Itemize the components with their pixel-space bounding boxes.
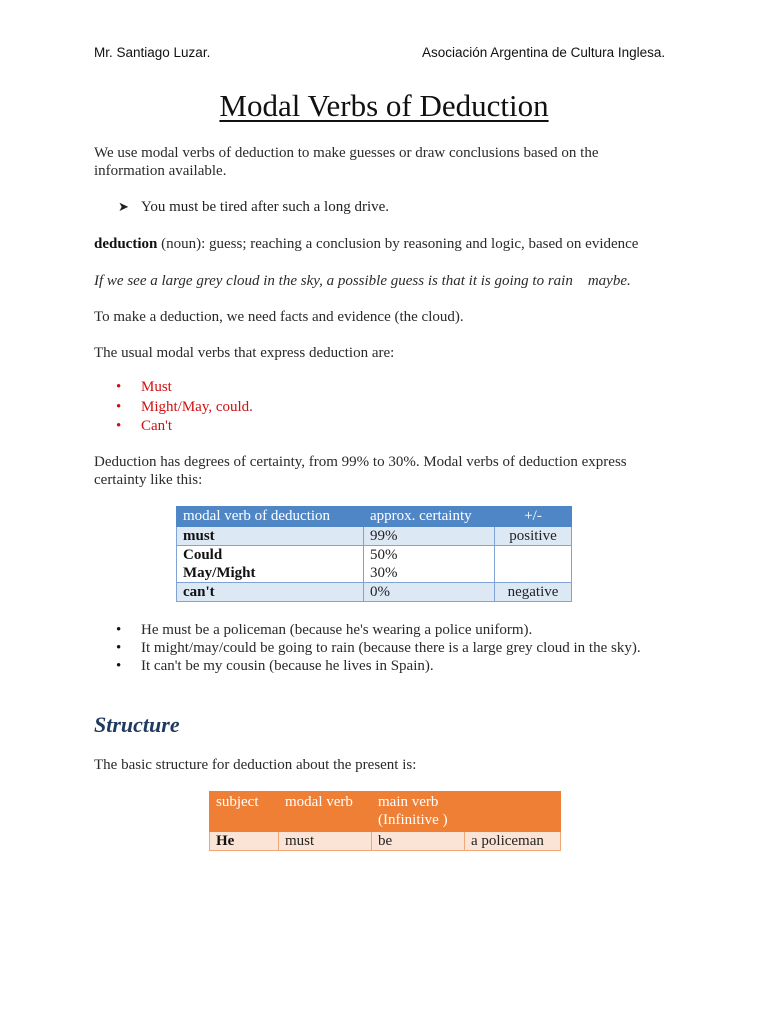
- arrow-bullet-icon: ➤: [118, 199, 129, 214]
- structure-table: [209, 791, 561, 851]
- table-header-cell: approx. certainty: [364, 507, 495, 527]
- table-row: [177, 546, 572, 565]
- list-item: • Might/May, could.: [116, 398, 253, 418]
- table-cell: a policeman: [465, 832, 561, 851]
- header-organization: Asociación Argentina de Cultura Inglesa.: [422, 45, 666, 60]
- table-header-cell: [465, 792, 561, 832]
- page-title: Modal Verbs of Deduction: [219, 88, 549, 123]
- table-cell: [495, 546, 572, 565]
- header-author: Mr. Santiago Luzar.: [94, 45, 211, 60]
- structure-intro: The basic structure for deduction about the present is:: [94, 757, 417, 773]
- table-cell: 99%: [364, 527, 495, 546]
- table-row: [177, 527, 572, 546]
- table-cell: must: [279, 832, 372, 851]
- degrees-paragraph: Deduction has degrees of certainty, from 99% to 30%. Modal verbs of deduction express certainty like this:: [94, 454, 627, 488]
- table-cell: 50%: [364, 546, 495, 565]
- intro-paragraph: We use modal verbs of deduction to make guesses or draw conclusions based on the information available.: [94, 145, 599, 179]
- list-item: • It can't be my cousin (because he lives in Spain).: [116, 657, 661, 675]
- example-sentence: [118, 199, 658, 216]
- table-cell: 0%: [364, 583, 495, 602]
- table-cell: May/Might: [177, 564, 364, 583]
- table-row: [177, 583, 572, 602]
- structure-heading: Structure: [94, 712, 180, 737]
- definition-paragraph: [94, 235, 674, 253]
- table-header-cell: subject: [210, 792, 279, 832]
- table-cell: negative: [495, 583, 572, 602]
- list-item: • Can't: [116, 417, 253, 437]
- table-header-cell: modal verb of deduction: [177, 507, 364, 527]
- table-row: [210, 832, 561, 851]
- example-text: You must be tired after such a long drive.: [141, 199, 390, 215]
- table-header-cell: modal verb: [279, 792, 372, 832]
- table-cell: positive: [495, 527, 572, 546]
- definition-text: (noun): guess; reaching a conclusion by reasoning and logic, based on evidence: [157, 236, 639, 252]
- modal-list: [116, 378, 253, 437]
- table-header-cell: main verb (Infinitive ): [372, 792, 465, 832]
- table-cell: can't: [177, 583, 364, 602]
- table-header-row: [210, 792, 561, 832]
- list-item: • He must be a policeman (because he's wearing a police uniform).: [116, 621, 661, 639]
- table-cell: [495, 564, 572, 583]
- examples-list: [116, 621, 661, 675]
- table-cell: Could: [177, 546, 364, 565]
- definition-example: If we see a large grey cloud in the sky, a possible guess is that it is going to rain maybe.: [94, 273, 631, 289]
- list-item: • It might/may/could be going to rain (because there is a large grey cloud in the sky).: [116, 639, 661, 657]
- table-cell: must: [177, 527, 364, 546]
- table-header-row: [177, 507, 572, 527]
- list-item: • Must: [116, 378, 253, 398]
- certainty-table: [176, 506, 572, 602]
- table-header-cell: +/-: [495, 507, 572, 527]
- definition-term: deduction: [94, 236, 158, 252]
- facts-paragraph: To make a deduction, we need facts and evidence (the cloud).: [94, 309, 464, 325]
- usual-paragraph: The usual modal verbs that express deduction are:: [94, 345, 395, 361]
- table-cell: He: [210, 832, 279, 851]
- table-cell: be: [372, 832, 465, 851]
- table-row: [177, 564, 572, 583]
- table-cell: 30%: [364, 564, 495, 583]
